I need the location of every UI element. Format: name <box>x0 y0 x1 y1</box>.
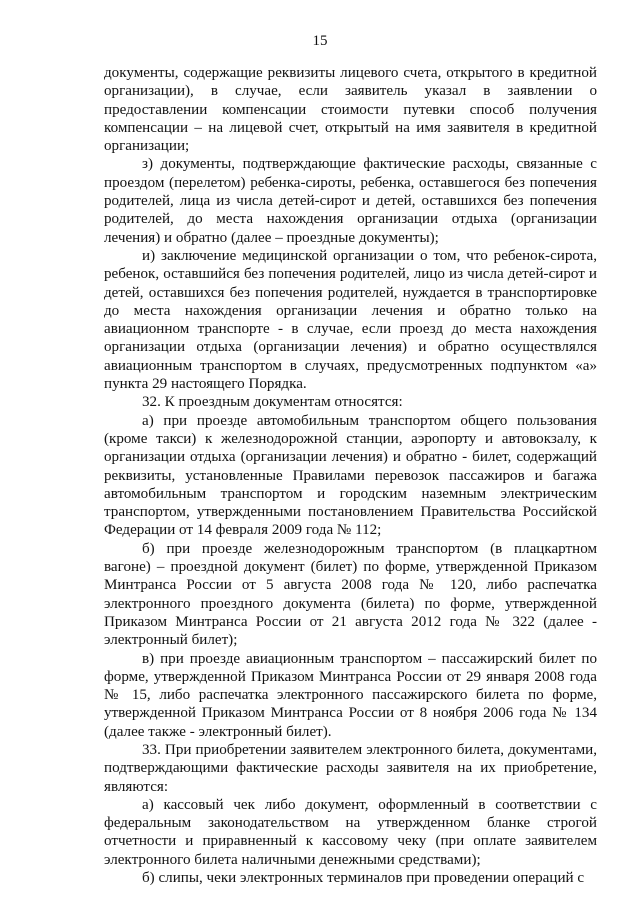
paragraph-continuation: документы, содержащие реквизиты лицевого счета, открытого в кредитной организации), в случае, если заявитель указал в заявлении о предоставлении компенсации стоимости путевки способ получения компенсации – на лицевой счет, открытый на имя заявителя в кредитной организации; <box>104 65 597 155</box>
paragraph-item-i: и) заключение медицинской организации о том, что ребенок-сирота, ребенок, оставшийся без попечения родителей, лицо из числа детей-сирот и детей, оставшихся без попечения родителей, нуждается в транспортировке до места нахождения организации лечения и обратно только на авиационном транспорте - в случае, если проезд до места нахождения организации отдыха (организации лечения) и обратно осуществлялся авиационным транспортом в случаях, предусмотренных подпунктом «а» пункта 29 настоящего Порядка. <box>104 247 597 393</box>
paragraph-clause-32: 32. К проездным документам относятся: <box>142 394 403 411</box>
paragraph-32-item-v: в) при проезде авиационным транспортом – пассажирский билет по форме, утвержденной Приказом Минтранса России от 29 января 2008 года № 15, либо распечатка электронного пассажирского билета по форме, утвержденной Приказом Минтранса России от 8 ноября 2006 года № 134 (далее также - электронный билет). <box>104 650 597 740</box>
paragraph-33-item-a: а) кассовый чек либо документ, оформленный в соответствии с федеральным законодательством на утвержденном бланке строгой отчетности и приравненный к кассовому чеку (при оплате заявителем электронного билета наличными денежными средствами); <box>104 796 597 868</box>
paragraph-clause-33: 33. При приобретении заявителем электронного билета, документами, подтверждающими фактические расходы заявителя на их приобретение, являются: <box>104 741 597 795</box>
page-number: 15 <box>312 33 328 49</box>
paragraph-32-item-b: б) при проезде железнодорожным транспортом (в плацкартном вагоне) – проездной документ (билет) по форме, утвержденной Приказом Минтранса России от 5 августа 2008 года № 120, либо распечатка электронного проездного документа (билета) по форме, утвержденной Приказом Минтранса России от 21 августа 2012 года № 322 (далее - электронный билет); <box>104 540 597 649</box>
paragraph-33-item-b: б) слипы, чеки электронных терминалов при проведении операций с <box>142 870 585 887</box>
paragraph-32-item-a: а) при проезде автомобильным транспортом общего пользования (кроме такси) к железнодорожной станции, аэропорту и автовокзалу, к организации отдыха (организации лечения) и обратно - билет, содержащий реквизиты, установленные Правилами перевозок пассажиров и багажа автомобильным транспортом и городским наземным электрическим транспортом, утвержденными постановлением Правительства Российской Федерации от 14 февраля 2009 года № 112; <box>104 412 597 539</box>
paragraph-item-z: з) документы, подтверждающие фактические расходы, связанные с проездом (перелетом) ребенка-сироты, ребенка, оставшегося без попечения родителей, лица из числа детей-сирот и детей, оставшихся без попечения родителей, до места нахождения организации отдыха (организации лечения) и обратно (далее – проездные документы); <box>104 156 597 246</box>
document-body <box>104 64 597 887</box>
